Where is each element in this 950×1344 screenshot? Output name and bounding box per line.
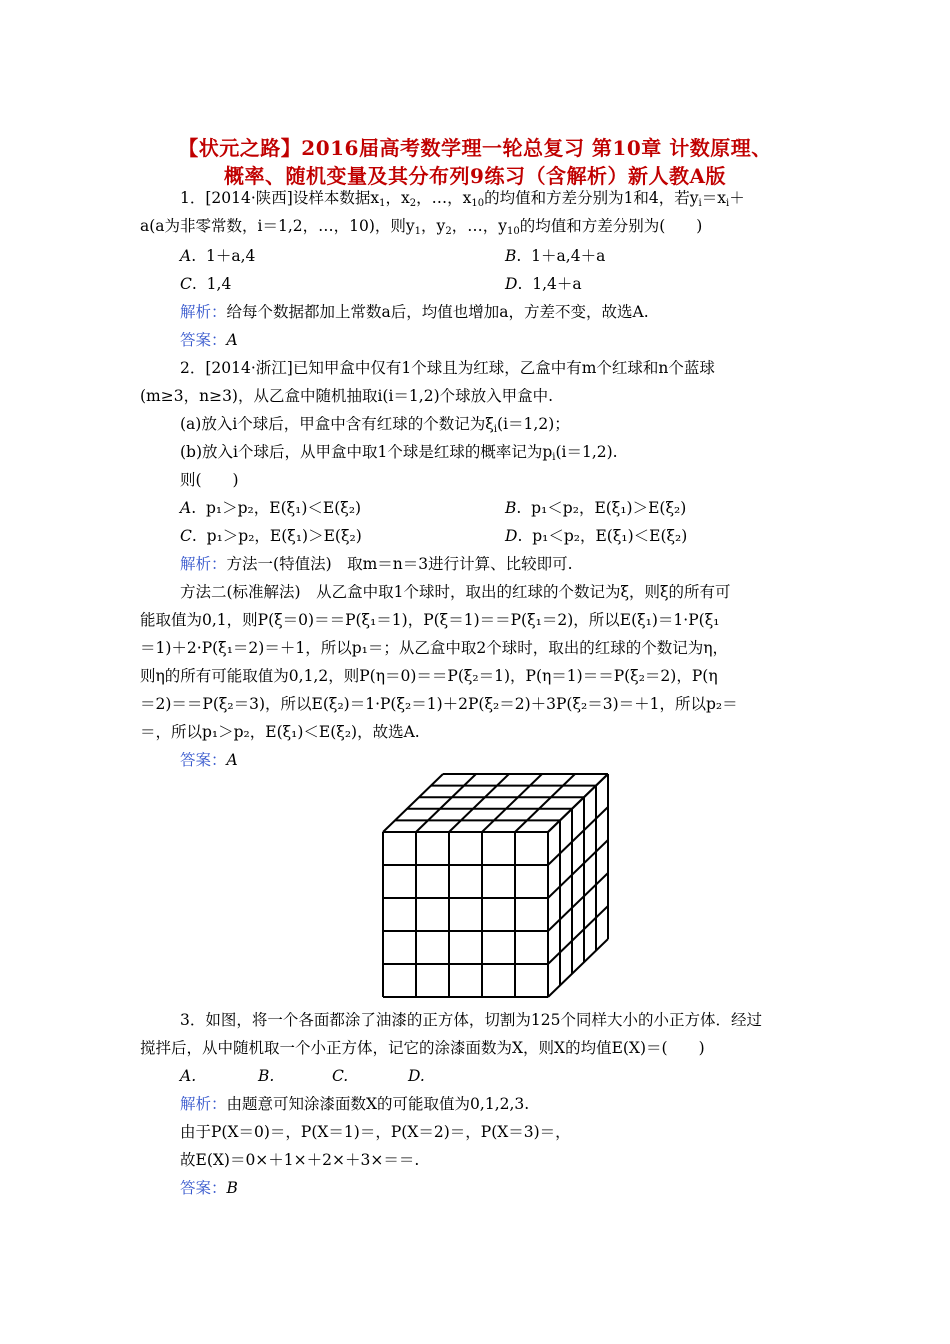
cube-right-dline — [548, 873, 608, 931]
q3-stem-line1: 3．如图，将一个各面都涂了油漆的正方体，切割为125个同样大小的小正方体．经过 — [180, 1011, 762, 1029]
q1-answer: 答案：A — [180, 331, 238, 349]
q2-method2-line6: ＝，所以p₁＞p₂，E(ξ₁)＜E(ξ₂)，故选A. — [140, 723, 420, 741]
cube-top-dline — [416, 774, 476, 832]
q2-option-a: A. p₁＞p₂，E(ξ₁)＜E(ξ₂) — [180, 499, 362, 517]
q1-stem-line1: 1．[2014·陕西]设样本数据$x_1$，$x_2$，…，$x_{10}$的均值和方差分别为1和4，若$y_i=x_i+$ — [180, 189, 745, 209]
q2-analysis: 解析：方法一(特值法) 取m＝n＝3进行计算、比较即可. — [180, 555, 573, 573]
cube-right-dline — [548, 807, 608, 865]
q2-method2-line1: 方法二(标准解法) 从乙盒中取1个球时，取出的红球的个数记为ξ，则ξ的所有可 — [180, 583, 731, 601]
cube-top-dline — [449, 774, 509, 832]
q3-option-c: C. — [332, 1067, 349, 1085]
cube-right-dline — [548, 840, 608, 898]
q2-stem-line2: (m≥3，n≥3)，从乙盒中随机抽取i(i＝1,2)个球放入甲盒中. — [140, 387, 554, 405]
q3-stem-line2: 搅拌后，从中随机取一个小正方体，记它的涂漆面数为X，则X的均值E(X)＝( ) — [140, 1039, 705, 1057]
q2-condition-a: (a)放入i个球后，甲盒中含有红球的个数记为$\xi_i(i=1,2)$； — [180, 415, 570, 435]
q2-stem-line1: 2．[2014·浙江]已知甲盒中仅有1个球且为红球，乙盒中有m个红球和n个蓝球 — [180, 359, 715, 377]
q1-option-b: B. 1＋a,4＋a — [505, 247, 606, 265]
q2-method2-line4: 则η的所有可能取值为0,1,2，则P(η＝0)＝＝P(ξ₂＝1)，P(η＝1)＝＝P(ξ₂＝2)，P(η — [140, 667, 718, 685]
cube-top-dline — [515, 774, 575, 832]
q2-method2-line3: ＝1)＋2·P(ξ₁＝2)＝＋1，所以p₁＝；从乙盒中取2个球时，取出的红球的个数记为η， — [140, 639, 728, 657]
q3-analysis-line3: 故E(X)＝0×＋1×＋2×＋3×＝＝. — [180, 1151, 420, 1169]
q2-option-c: C. p₁＞p₂，E(ξ₁)＞E(ξ₂) — [180, 527, 362, 545]
q2-method2-line2: 能取值为0,1，则P(ξ＝0)＝＝P(ξ₁＝1)，P(ξ＝1)＝＝P(ξ₁＝2)，所以E(ξ₁)＝1·P(ξ₁ — [140, 611, 720, 629]
q1-option-c: C. 1,4 — [180, 275, 232, 293]
q3-option-d: D. — [408, 1067, 425, 1085]
q2-answer: 答案：A — [180, 751, 238, 769]
q1-option-d: D. 1,4＋a — [505, 275, 582, 293]
q3-option-b: B. — [258, 1067, 275, 1085]
cube-right-dline — [548, 906, 608, 964]
doc-title-line2: 概率、随机变量及其分布列9练习（含解析）新人教A版 — [224, 164, 726, 188]
q2-option-d: D. p₁＜p₂，E(ξ₁)＜E(ξ₂) — [505, 527, 688, 545]
q1-stem-line2: a(a为非零常数，i＝1,2，…，10)，则$y_1$，$y_2$，…，$y_{10}$的均值和方差分别为( ) — [140, 217, 703, 237]
q1-option-a: A. 1＋a,4 — [180, 247, 256, 265]
q2-method2-line5: ＝2)＝＝P(ξ₂＝3)，所以E(ξ₂)＝1·P(ξ₂＝1)＋2P(ξ₂＝2)＋3P(ξ₂＝3)＝＋1，所以p₂＝ — [140, 695, 738, 713]
q3-option-a: A. — [180, 1067, 197, 1085]
cube-top-dline — [482, 774, 542, 832]
cube-right-dline — [548, 774, 608, 832]
cube-figure — [375, 770, 620, 1002]
q3-answer: 答案：B — [180, 1179, 238, 1197]
cube-right-dline — [548, 939, 608, 997]
q3-analysis-line2: 由于P(X＝0)＝，P(X＝1)＝，P(X＝2)＝，P(X＝3)＝， — [180, 1123, 571, 1141]
q2-option-b: B. p₁＜p₂，E(ξ₁)＞E(ξ₂) — [505, 499, 687, 517]
q3-analysis: 解析：由题意可知涂漆面数X的可能取值为0,1,2,3. — [180, 1095, 530, 1113]
q2-condition-b: (b)放入i个球后，从甲盒中取1个球是红球的概率记为$p_i(i=1,2)$. — [180, 443, 618, 463]
doc-title-line1: 【状元之路】2016届高考数学理一轮总复习 第10章 计数原理、 — [178, 136, 772, 160]
q1-analysis: 解析：给每个数据都加上常数a后，均值也增加a，方差不变，故选A. — [180, 303, 649, 321]
cube-top-dline — [383, 774, 443, 832]
q2-then: 则( ) — [180, 471, 239, 489]
